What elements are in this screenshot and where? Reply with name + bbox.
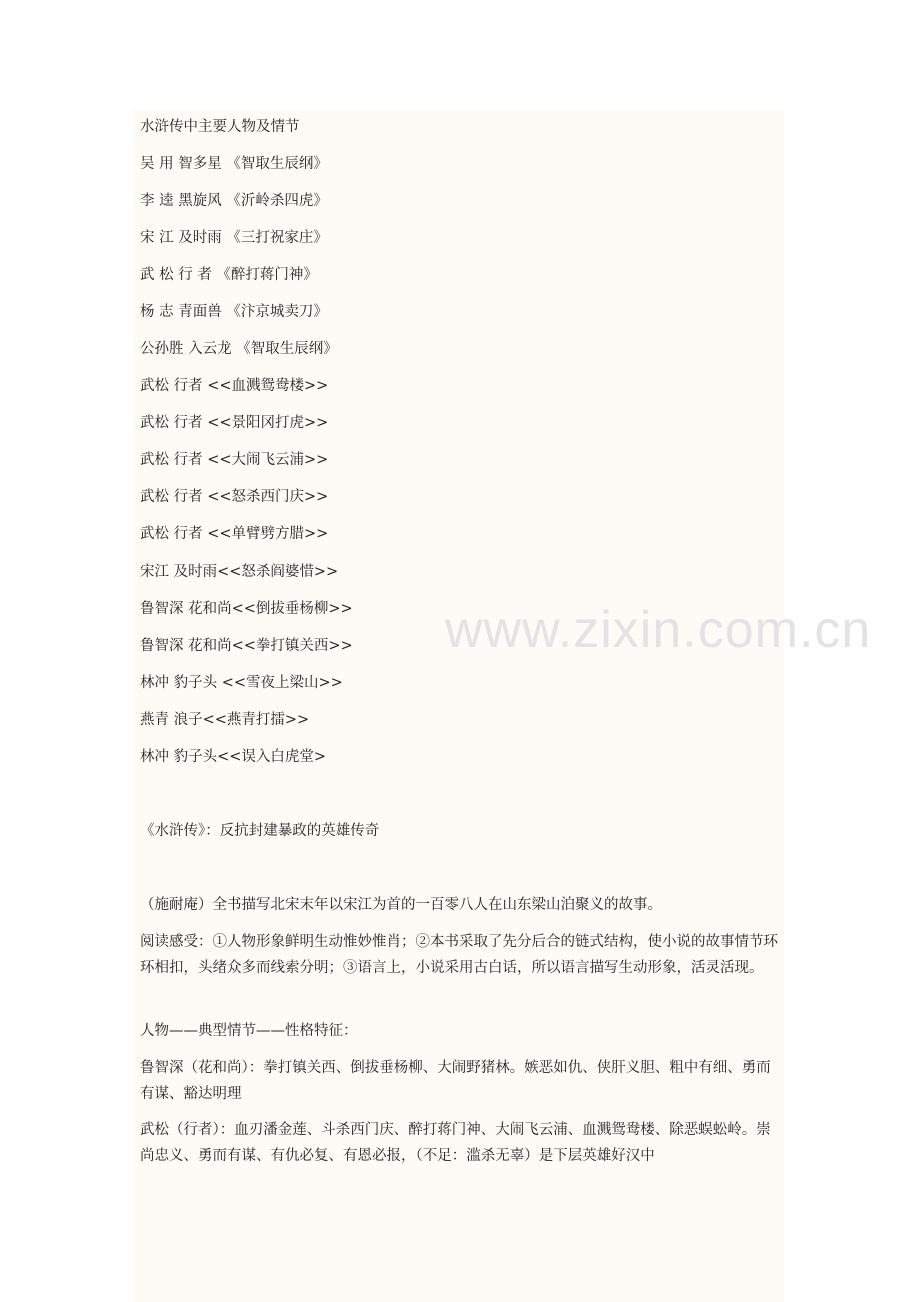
list-item: 武 松 行 者 《醉打蒋门神》	[140, 267, 318, 283]
list-item: 林冲 豹子头 <<雪夜上梁山>>	[140, 675, 343, 691]
document-title: 水浒传中主要人物及情节	[140, 119, 300, 135]
lu-zhishen-paragraph: 鲁智深（花和尚）：拳打镇关西、倒拔垂杨柳、大闹野猪林。嫉恶如仇、侠肝义胆、粗中有细、勇而有谋、豁达明理	[140, 1060, 771, 1102]
wu-song-paragraph: 武松（行者）：血刃潘金莲、斗杀西门庆、醉打蒋门神、大闹飞云浦、血溅鸳鸯楼、除恶蜈蚣岭。崇尚忠义、勇而有谋、有仇必复、有恩必报，（不足：滥杀无辜）是下层英雄好汉中	[140, 1122, 771, 1164]
list-item: 林冲 豹子头<<误入白虎堂>	[140, 749, 327, 765]
list-item: 武松 行者 <<怒杀西门庆>>	[140, 489, 329, 505]
list-item: 吴 用 智多星 《智取生辰纲》	[140, 156, 328, 172]
summary-title: 《水浒传》：反抗封建暴政的英雄传奇	[140, 823, 380, 839]
characters-heading: 人物——典型情节——性格特征：	[140, 1023, 358, 1039]
list-item: 武松 行者 <<血溅鸳鸯楼>>	[140, 378, 329, 394]
list-item: 公孙胜 入云龙 《智取生辰纲》	[140, 341, 338, 357]
list-item: 武松 行者 <<单臂劈方腊>>	[140, 526, 329, 542]
list-item: 宋 江 及时雨 《三打祝家庄》	[140, 230, 328, 246]
list-item: 武松 行者 <<景阳冈打虎>>	[140, 415, 329, 431]
author-line: （施耐庵）全书描写北宋末年以宋江为首的一百零八人在山东梁山泊聚义的故事。	[140, 897, 662, 913]
watermark: www.zixin.com.cn	[445, 601, 872, 659]
list-item: 李 逵 黑旋风 《沂岭杀四虎》	[140, 193, 328, 209]
reading-paragraph: 阅读感受：①人物形象鲜明生动惟妙惟肖；②本书采取了先分后合的链式结构，使小说的故事情节环环相扣，头绪众多而线索分明；③语言上，小说采用古白话，所以语言描写生动形象，活灵活现。	[140, 934, 778, 976]
list-item: 鲁智深 花和尚<<拳打镇关西>>	[140, 638, 353, 654]
list-item: 燕青 浪子<<燕青打擂>>	[140, 712, 310, 728]
list-item: 宋江 及时雨<<怒杀阎婆惜>>	[140, 564, 339, 580]
list-item: 杨 志 青面兽 《汴京城卖刀》	[140, 304, 328, 320]
list-item: 鲁智深 花和尚<<倒拔垂杨柳>>	[140, 601, 353, 617]
list-item: 武松 行者 <<大闹飞云浦>>	[140, 452, 329, 468]
